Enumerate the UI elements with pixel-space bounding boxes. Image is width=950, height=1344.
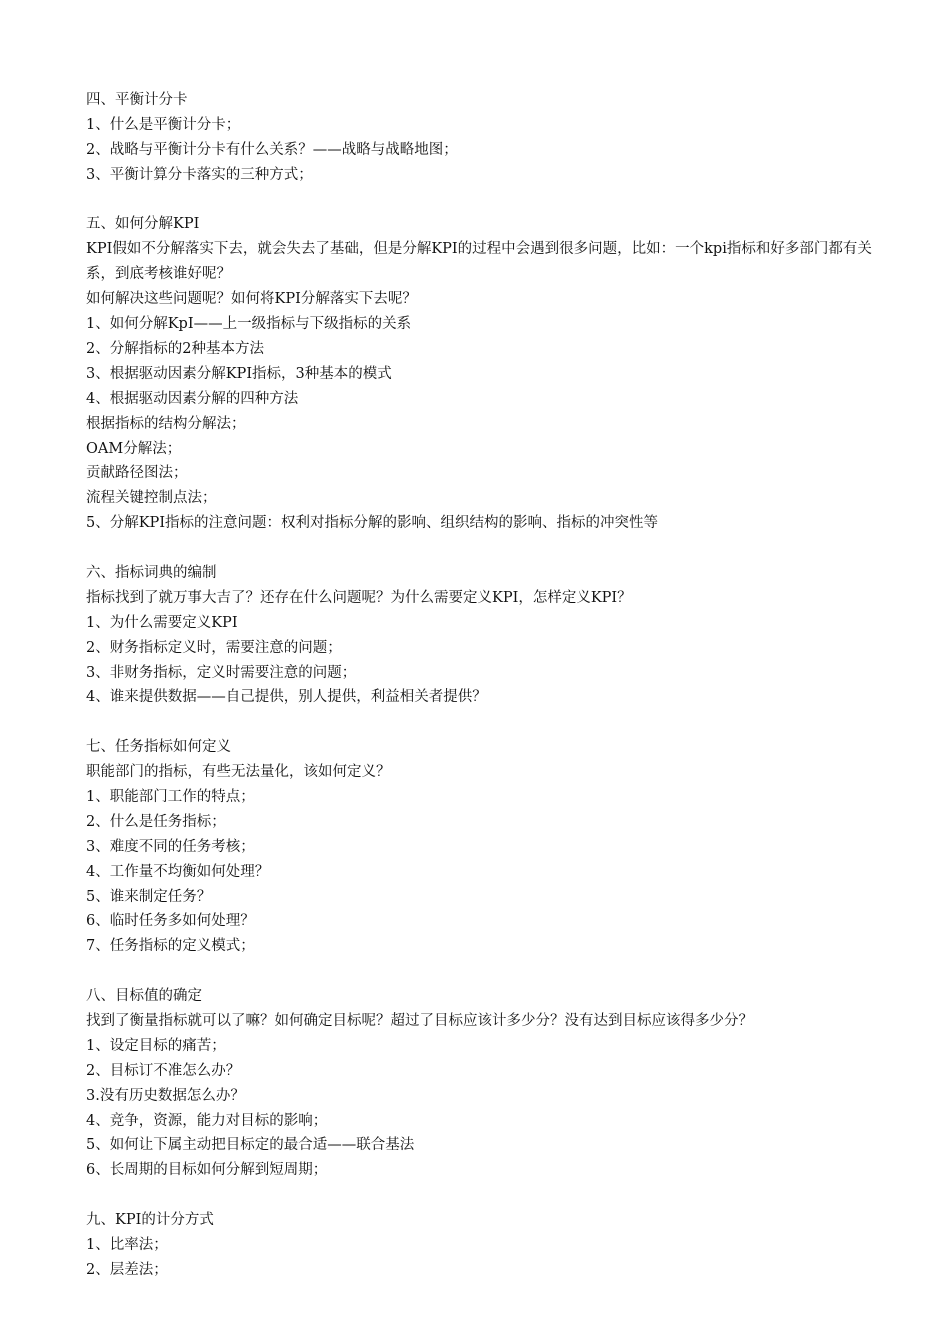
text-line: 找到了衡量指标就可以了嘛？如何确定目标呢？超过了目标应该计多少分？没有达到目标应该得多少分？ [86,1012,753,1029]
text-line: 4、竞争，资源，能力对目标的影响； [86,1112,328,1129]
section-decompose-kpi [86,212,876,536]
text-line: 流程关键控制点法； [86,490,217,507]
section-heading: 八、目标值的确定 [86,988,202,1005]
section-target-values [86,984,876,1183]
text-line: 4、谁来提供数据——自己提供，别人提供，利益相关者提供？ [86,689,487,706]
section-heading: 五、如何分解KPI [86,216,200,233]
text-line: 贡献路径图法； [86,465,188,482]
text-line: 1、设定目标的痛苦； [86,1037,226,1054]
text-line: 5、分解KPI指标的注意问题：权利对指标分解的影响、组织结构的影响、指标的冲突性等 [86,515,659,532]
text-line: 3、根据驱动因素分解KPI指标，3种基本的模式 [86,365,392,382]
text-line: 2、财务指标定义时，需要注意的问题； [86,639,342,656]
text-line: 4、根据驱动因素分解的四种方法 [86,390,299,407]
text-line: 3、平衡计算分卡落实的三种方式； [86,166,313,183]
section-heading: 六、指标词典的编制 [86,564,217,581]
section-heading: 七、任务指标如何定义 [86,739,231,756]
section-heading: 九、KPI的计分方式 [86,1212,214,1229]
text-line: 1、如何分解KpI——上一级指标与下级指标的关系 [86,316,412,333]
text-line: 6、长周期的目标如何分解到短周期； [86,1162,328,1179]
text-line: 2、分解指标的2种基本方法 [86,340,264,357]
text-line: 5、如何让下属主动把目标定的最合适——联合基法 [86,1137,415,1154]
text-line: 2、目标订不准怎么办？ [86,1062,241,1079]
text-line: 根据指标的结构分解法； [86,415,246,432]
text-line: 职能部门的指标，有些无法量化，该如何定义？ [86,764,391,781]
section-indicator-dictionary [86,561,876,710]
text-line: OAM分解法； [86,440,182,457]
document-body [86,88,876,1283]
section-kpi-scoring [86,1208,876,1283]
text-line: 1、比率法； [86,1237,168,1253]
text-line: 3.没有历史数据怎么办？ [86,1087,245,1104]
text-line: 4、工作量不均衡如何处理？ [86,863,270,880]
text-line: 2、层差法； [86,1261,168,1278]
text-paragraph: KPI假如不分解落实下去，就会失去了基础，但是分解KPI的过程中会遇到很多问题，比如：一个kpi指标和好多部门都有关系，到底考核谁好呢？ [86,241,872,283]
text-line: 如何解决这些问题呢？如何将KPI分解落实下去呢？ [86,291,417,308]
text-line: 1、为什么需要定义KPI [86,614,238,631]
section-balanced-scorecard [86,88,876,188]
section-task-indicators [86,735,876,959]
text-line: 5、谁来制定任务？ [86,888,212,905]
text-line: 指标找到了就万事大吉了？还存在什么问题呢？为什么需要定义KPI，怎样定义KPI？ [86,589,632,606]
text-line: 1、职能部门工作的特点； [86,788,255,805]
text-line: 1、什么是平衡计分卡； [86,116,241,133]
text-line: 2、什么是任务指标； [86,813,226,830]
text-line: 3、非财务指标，定义时需要注意的问题； [86,664,357,681]
section-heading: 四、平衡计分卡 [86,92,188,108]
text-line: 7、任务指标的定义模式； [86,938,255,955]
text-line: 2、战略与平衡计分卡有什么关系？——战略与战略地图； [86,141,458,158]
text-line: 3、难度不同的任务考核； [86,838,255,855]
text-line: 6、临时任务多如何处理？ [86,913,255,930]
